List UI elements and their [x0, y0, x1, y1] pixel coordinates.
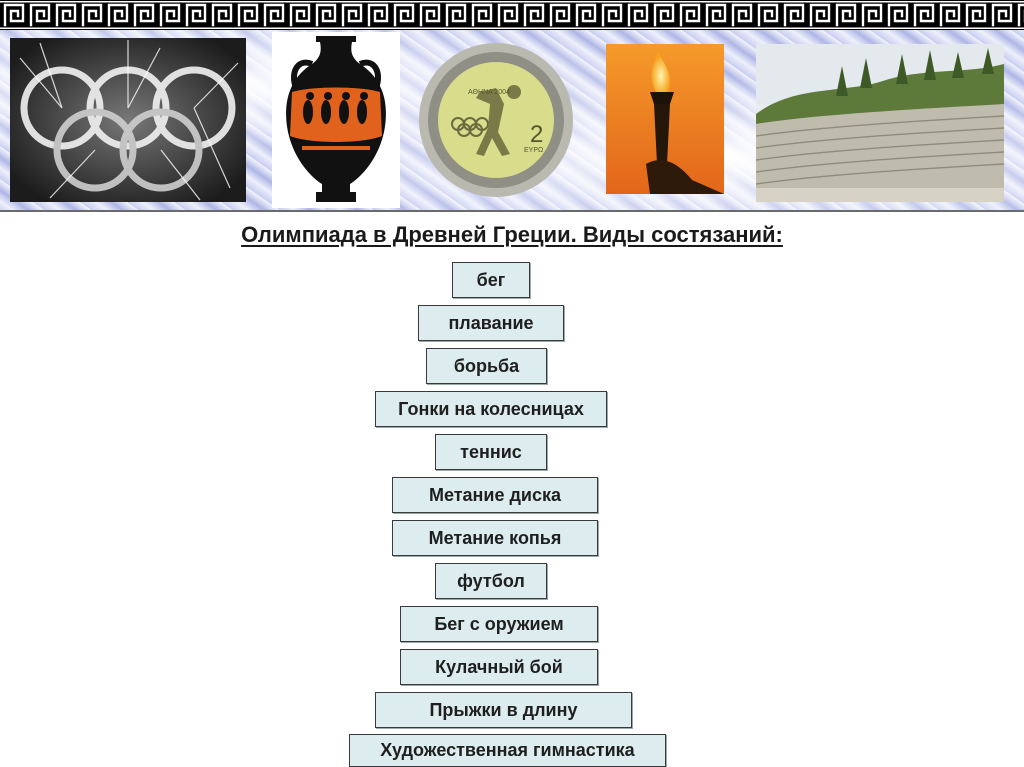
ancient-stadium-image — [756, 44, 1004, 202]
slide-title: Олимпиада в Древней Греции. Виды состязаний: — [241, 222, 783, 247]
greek-key-border — [0, 0, 1024, 30]
competition-item-tennis: теннис — [435, 434, 547, 470]
olympic-rings-sculpture-image — [10, 38, 246, 202]
coin-inscription-text: ΑΘΗΝΑ 2004 — [468, 89, 510, 96]
competition-item-running: бег — [452, 262, 530, 298]
competition-item-javelin-throw: Метание копья — [392, 520, 598, 556]
competition-item-discus-throw: Метание диска — [392, 477, 598, 513]
greek-amphora-image — [272, 32, 400, 208]
competition-item-rhythmic-gymnastics: Художественная гимнастика — [349, 734, 666, 767]
competition-item-armed-race: Бег с оружием — [400, 606, 598, 642]
competition-item-fistfight: Кулачный бой — [400, 649, 598, 685]
coin-unit-text: ΕΥΡΩ — [524, 147, 544, 154]
competition-item-football: футбол — [435, 563, 547, 599]
image-banner — [0, 30, 1024, 212]
competition-item-long-jump: Прыжки в длину — [375, 692, 632, 728]
coin-value-text: 2 — [530, 121, 544, 148]
competition-item-chariot-racing: Гонки на колесницах — [375, 391, 607, 427]
greek-2-euro-coin-image — [418, 42, 574, 198]
competition-item-swimming: плавание — [418, 305, 564, 341]
competition-item-wrestling: борьба — [426, 348, 547, 384]
olympic-torch-image — [606, 44, 724, 194]
